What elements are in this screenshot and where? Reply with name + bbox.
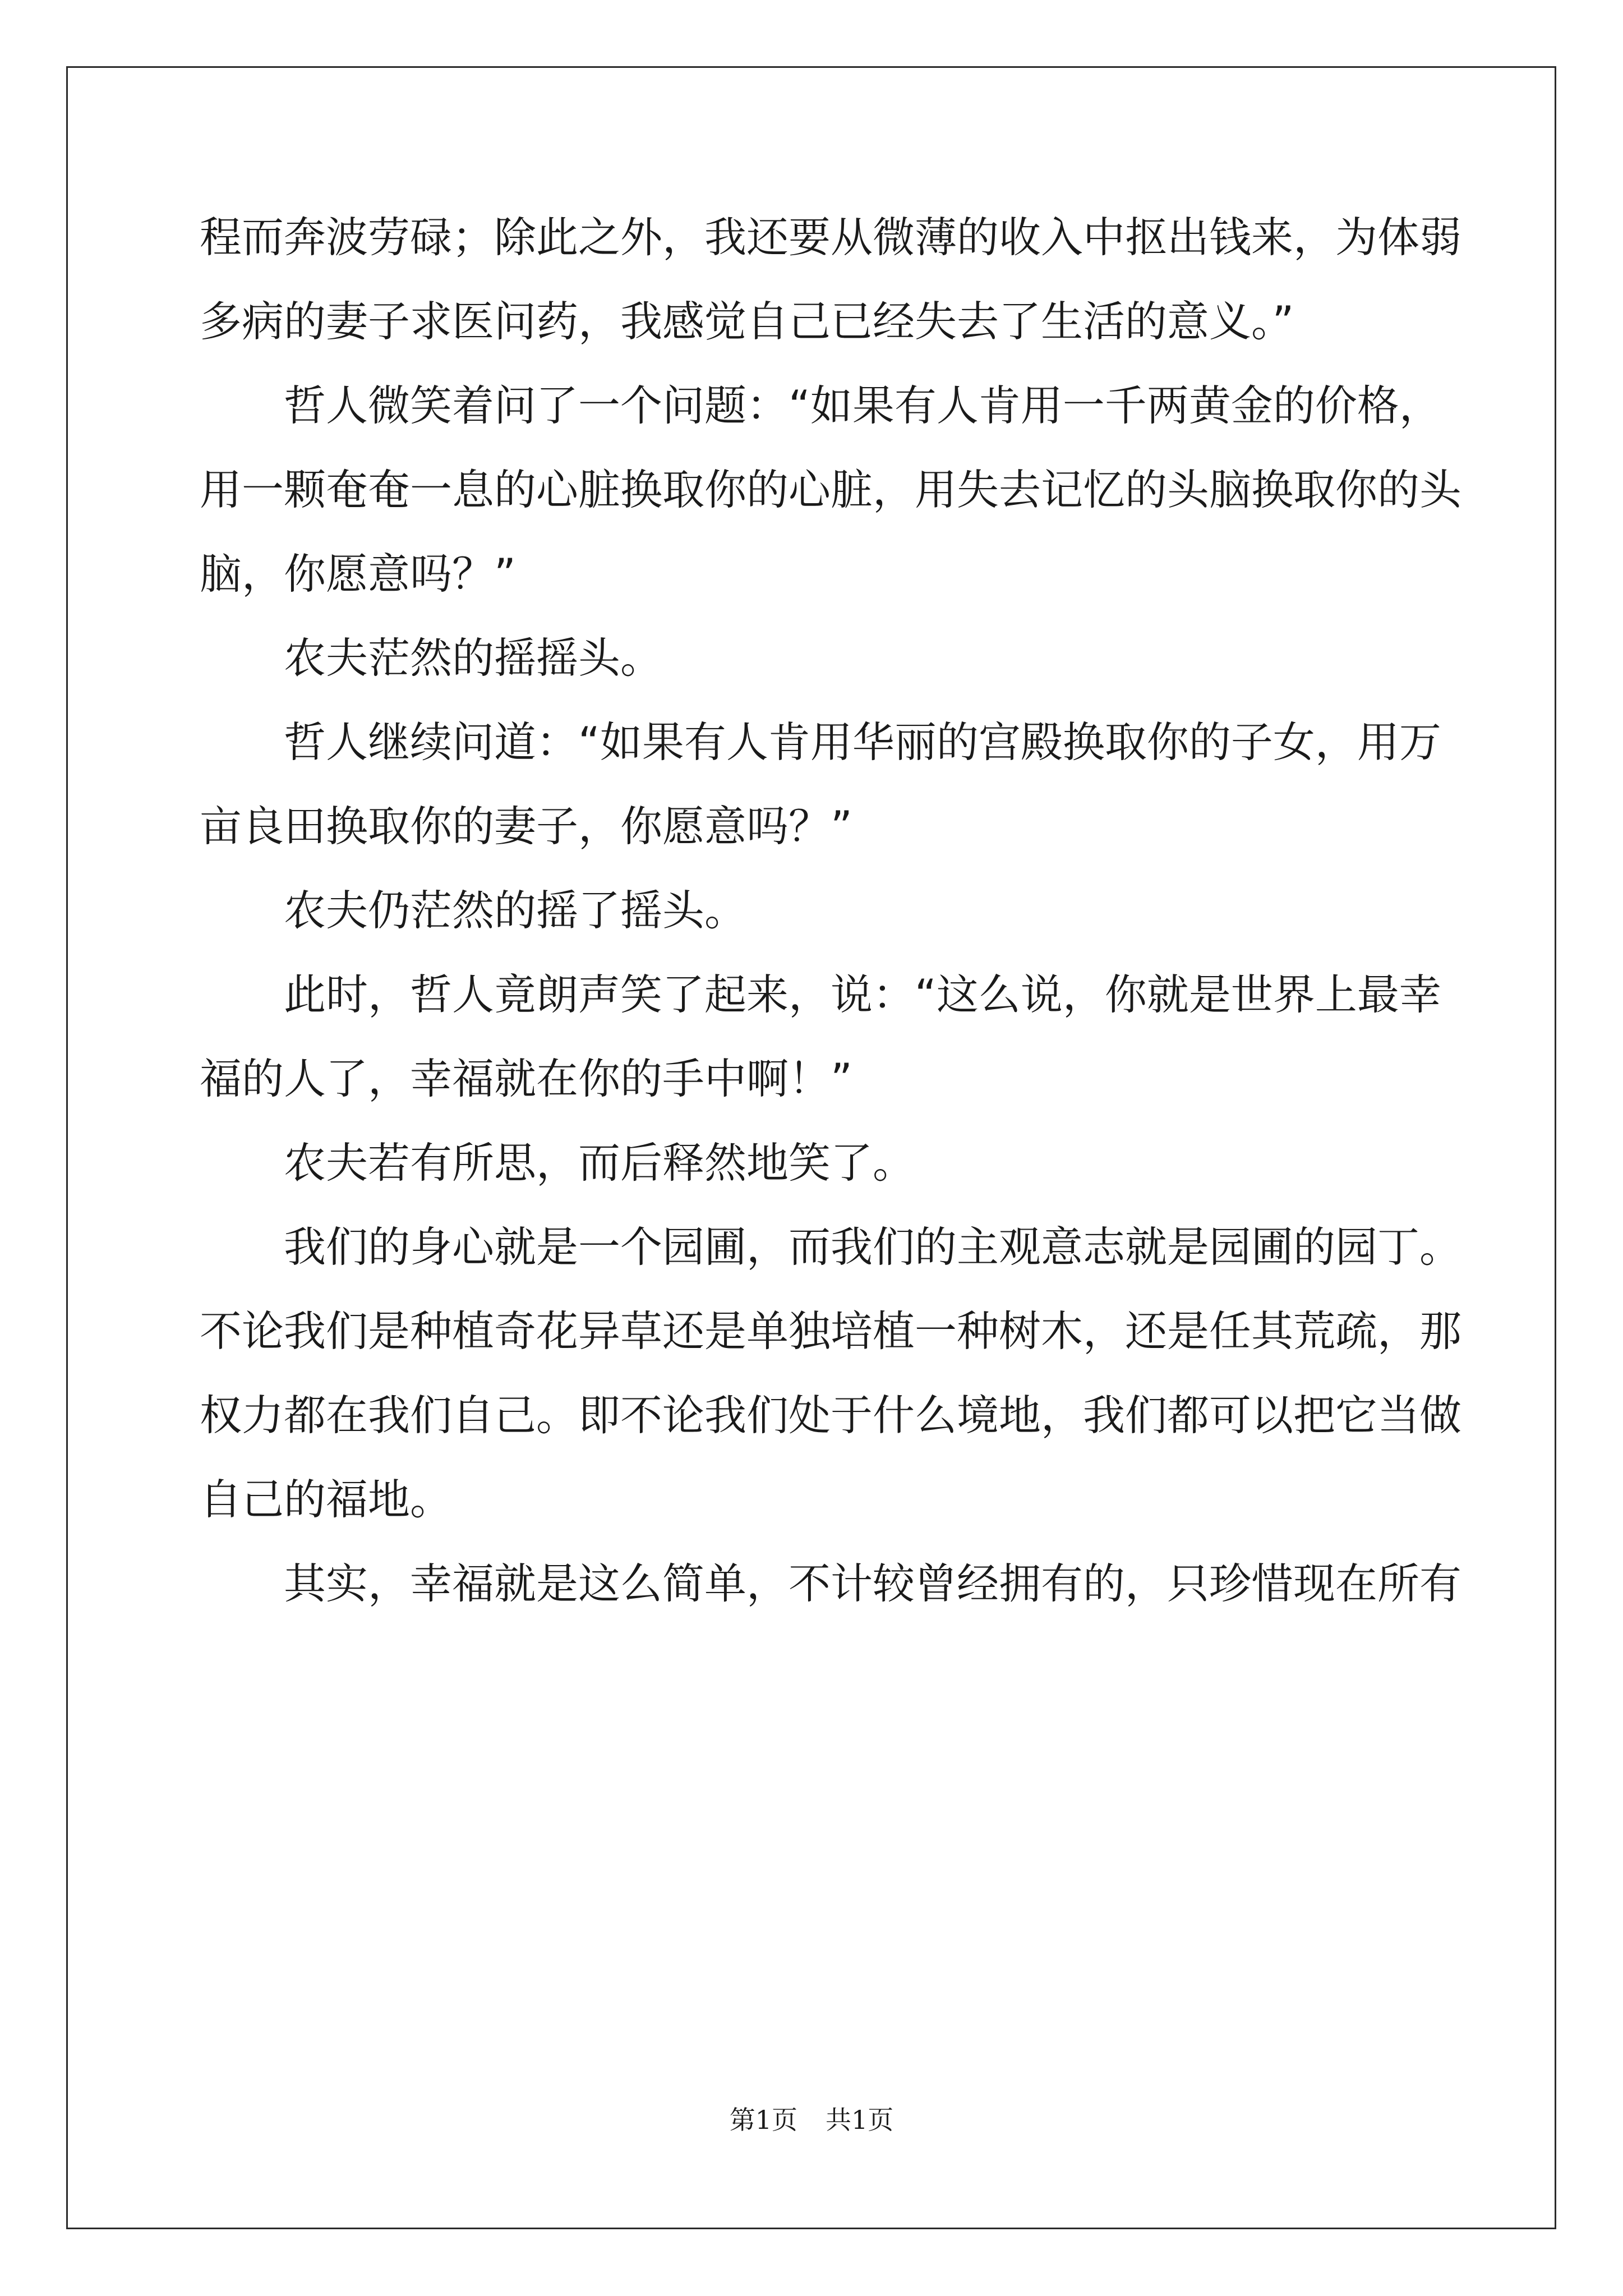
page-number: 第1页	[729, 2105, 797, 2135]
text-line: 脑，你愿意吗？”	[200, 549, 516, 599]
text-line: 其实，幸福就是这么简单，不计较曾经拥有的，只珍惜现在所有	[284, 1559, 1462, 1608]
text-line: 农夫若有所思，而后释然地笑了。	[284, 1138, 915, 1188]
text-line: 权力都在我们自己。即不论我们处于什么境地，我们都可以把它当做	[200, 1391, 1462, 1440]
text-line: 福的人了，幸福就在你的手中啊！”	[200, 1054, 852, 1103]
text-line: 此时，哲人竟朗声笑了起来，说：“这么说，你就是世界上最幸	[284, 970, 1441, 1019]
text-line: 自己的福地。	[200, 1475, 453, 1524]
text-line: 农夫仍茫然的摇了摇头。	[284, 886, 747, 935]
text-line: 亩良田换取你的妻子，你愿意吗？”	[200, 802, 852, 851]
text-line: 多病的妻子求医问药，我感觉自己已经失去了生活的意义。”	[200, 297, 1294, 346]
page-footer	[0, 2107, 1623, 2133]
text-line: 程而奔波劳碌；除此之外，我还要从微薄的收入中抠出钱来，为体弱	[200, 213, 1462, 262]
text-line: 我们的身心就是一个园圃，而我们的主观意志就是园圃的园丁。	[284, 1222, 1462, 1272]
page-total: 共1页	[826, 2105, 894, 2135]
text-line: 用一颗奄奄一息的心脏换取你的心脏，用失去记忆的头脑换取你的头	[200, 465, 1462, 514]
text-line: 哲人继续问道：“如果有人肯用华丽的宫殿换取你的子女，用万	[284, 717, 1441, 767]
text-line: 农夫茫然的摇摇头。	[284, 633, 663, 683]
text-line: 不论我们是种植奇花异草还是单独培植一种树木，还是任其荒疏，那	[200, 1306, 1462, 1356]
text-line: 哲人微笑着问了一个问题：“如果有人肯用一千两黄金的价格，	[284, 381, 1441, 430]
